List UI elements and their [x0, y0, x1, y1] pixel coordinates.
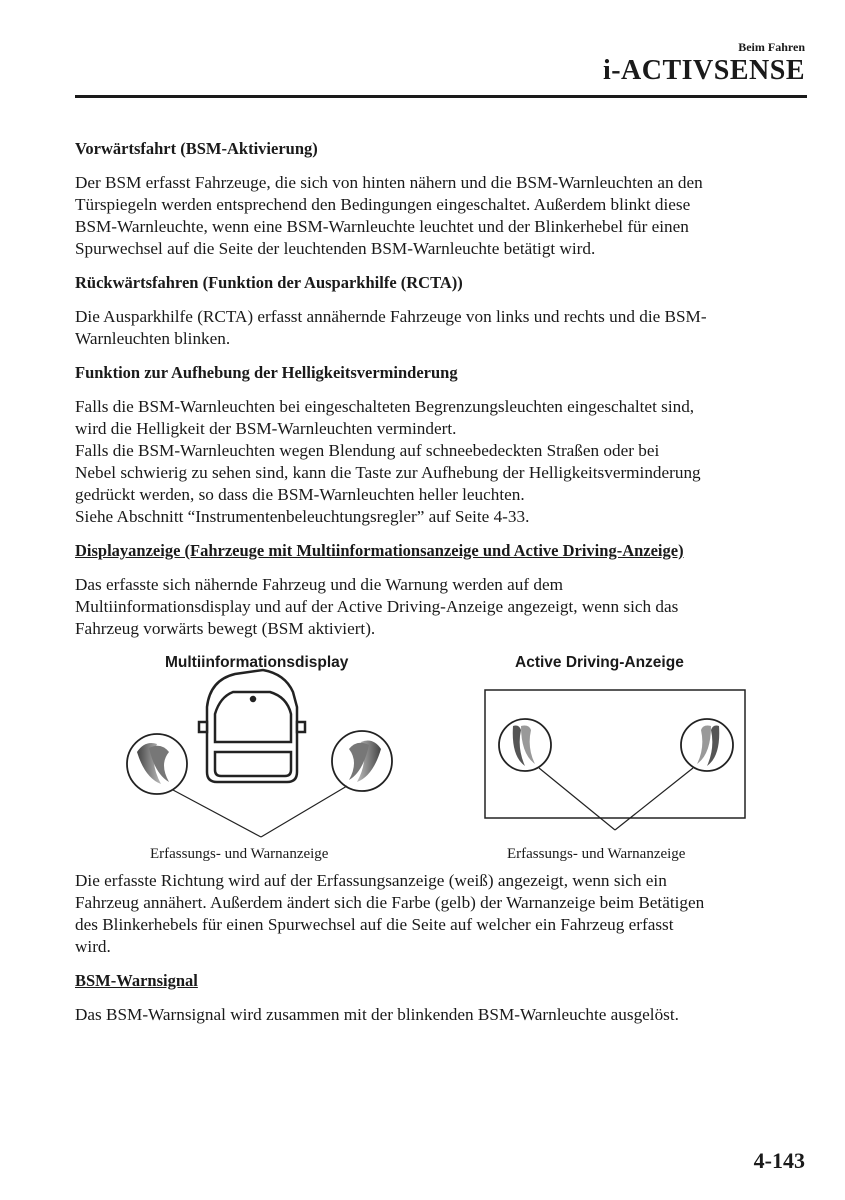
text-line: Falls die BSM-Warnleuchten wegen Blendung auf schneebedeckten Straßen oder bei: [75, 441, 660, 460]
chapter-label: Beim Fahren: [738, 40, 805, 54]
figure-caption-left: Erfassungs- und Warnanzeige: [150, 846, 329, 862]
text-line: Fahrzeug vorwärts bewegt (BSM aktiviert).: [75, 619, 376, 638]
leader-line: [261, 786, 347, 837]
text-line: des Blinkerhebels für einen Spurwechsel auf die Seite auf welcher ein Fahrzeug erfasst: [75, 915, 674, 934]
content: [75, 138, 805, 1038]
heading-display: Displayanzeige (Fahrzeuge mit Multiinformationsanzeige und Active Driving-Anzeige): [75, 541, 684, 560]
paragraph-direction: [75, 870, 805, 958]
figure-title-left: Multiinformationsdisplay: [165, 654, 349, 671]
text-line: Die erfasste Richtung wird auf der Erfassungsanzeige (weiß) angezeigt, wenn sich ein: [75, 871, 667, 890]
heading-forward: Vorwärtsfahrt (BSM-Aktivierung): [75, 139, 318, 158]
text-line: Die Ausparkhilfe (RCTA) erfasst annähernde Fahrzeuge von links und rechts und die BSM-: [75, 307, 707, 326]
text-line: Der BSM erfasst Fahrzeuge, die sich von hinten nähern und die BSM-Warnleuchten an den: [75, 173, 703, 192]
text-line: Falls die BSM-Warnleuchten bei eingeschalteten Begrenzungsleuchten eingeschaltet sind,: [75, 397, 695, 416]
heading-warning-signal: BSM-Warnsignal: [75, 971, 198, 990]
left-indicator-icon: [127, 734, 187, 794]
text-line: Spurwechsel auf die Seite der leuchtenden BSM-Warnleuchte betätigt wird.: [75, 239, 596, 258]
text-line: wird die Helligkeit der BSM-Warnleuchten vermindert.: [75, 419, 457, 438]
car-top-view-icon: [199, 670, 305, 782]
heading-reverse: Rückwärtsfahren (Funktion der Ausparkhilfe (RCTA)): [75, 273, 463, 292]
paragraph-warning-signal: [75, 1004, 805, 1026]
paragraph-dimmer-cancel: [75, 396, 805, 528]
page-title: i-ACTIVSENSE: [602, 55, 805, 86]
paragraph-display: [75, 574, 805, 640]
figure-caption-right: Erfassungs- und Warnanzeige: [507, 846, 686, 862]
page-number: 4-143: [753, 1148, 805, 1173]
header-rule: [75, 95, 807, 98]
text-line: Das BSM-Warnsignal wird zusammen mit der blinkenden BSM-Warnleuchte ausgelöst.: [75, 1005, 679, 1024]
text-line: Siehe Abschnitt “Instrumentenbeleuchtungsregler” auf Seite 4-33.: [75, 507, 530, 526]
text-line: BSM-Warnleuchte, wenn eine BSM-Warnleuchte leuchtet und der Blinkerhebel für einen: [75, 217, 689, 236]
text-line: gedrückt werden, so dass die BSM-Warnleuchten heller leuchten.: [75, 485, 525, 504]
right-indicator-icon: [332, 731, 392, 791]
text-line: Warnleuchten blinken.: [75, 329, 231, 348]
text-line: Türspiegeln werden entsprechend den Bedingungen eingeschaltet. Außerdem blinkt diese: [75, 195, 691, 214]
left-indicator-icon: [499, 719, 551, 771]
paragraph-reverse: [75, 306, 805, 350]
right-indicator-icon: [681, 719, 733, 771]
leader-line: [173, 790, 261, 837]
text-line: Das erfasste sich nähernde Fahrzeug und die Warnung werden auf dem: [75, 575, 563, 594]
text-line: wird.: [75, 937, 111, 956]
heading-dimmer-cancel: Funktion zur Aufhebung der Helligkeitsverminderung: [75, 363, 458, 382]
figure-illustration: [65, 652, 795, 842]
text-line: Multiinformationsdisplay und auf der Active Driving-Anzeige angezeigt, wenn sich das: [75, 597, 679, 616]
display-figure: [65, 652, 795, 862]
text-line: Nebel schwierig zu sehen sind, kann die Taste zur Aufhebung der Helligkeitsverminderung: [75, 463, 701, 482]
text-line: Fahrzeug annähert. Außerdem ändert sich die Farbe (gelb) der Warnanzeige beim Betätigen: [75, 893, 705, 912]
figure-title-right: Active Driving-Anzeige: [515, 654, 684, 671]
paragraph-forward: [75, 172, 805, 260]
